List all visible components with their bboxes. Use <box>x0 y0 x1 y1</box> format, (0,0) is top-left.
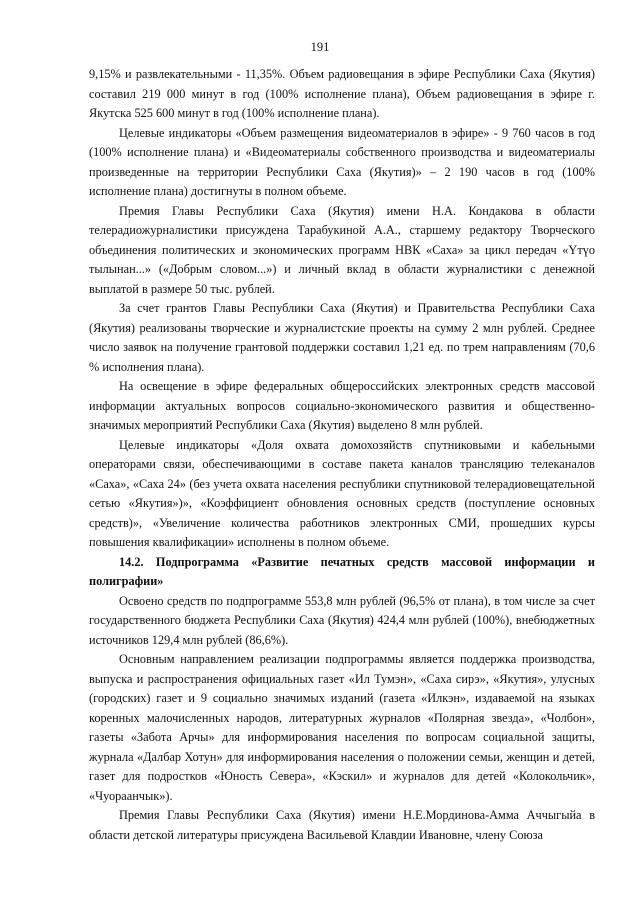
paragraph: Целевые индикаторы «Доля охвата домохозяйств спутниковыми и кабельными операторами связи, обеспечивающими в составе пакета каналов трансляцию телеканалов «Саха», «Саха 24» (без учета охвата населения республики спутниковой телерадиовещательной сетью «Якутия»)», «Коэффициент обновления основных средств (поступление основных средств)», «Увеличение количества работников электронных СМИ, прошедших курсы повышения квалификации» исполнены в полном объеме. <box>89 437 595 549</box>
paragraph: 9,15% и развлекательными - 11,35%. Объем радиовещания в эфире Республики Саха (Якутия) составил 219 000 минут в год (100% исполнение плана), Объем радиовещания в эфире г. Якутска 525 600 минут в год (100% исполнение плана). <box>89 67 595 120</box>
document-body <box>89 65 595 845</box>
paragraph: Освоено средств по подпрограмме 553,8 млн рублей (96,5% от плана), в том числе за счет государственного бюджета Республики Саха (Якутия) 424,4 млн рублей (100%), внебюджетных источников 129,4 млн рублей (86,6%). <box>89 593 595 647</box>
section-heading: 14.2. Подпрограмма «Развитие печатных средств массовой информации и полиграфии» <box>89 554 595 588</box>
paragraph: Основным направлением реализации подпрограммы является поддержка производства, выпуска и распространения официальных газет «Ил Тумэн», «Саха сирэ», «Якутия», улусных (городских) газет и 9 социально значимых изданий (газета «Илкэн», издаваемой на языках коренных малочисленных народов, литературных журналов «Полярная звезда», «Чолбон», газеты «Забота Арчы» для информирования населения по вопросам социальной защиты, журнала «Далбар Хотун» для информирования населения о положении семьи, женщин и детей, газет для подростков «Юность Севера», «Кэскил» и журналов для детей «Колокольчик», «Чуораанчык»). <box>89 652 595 803</box>
paragraph: Премия Главы Республики Саха (Якутия) имени Н.А. Кондакова в области телерадиожурналистики присуждена Тарабукиной А.А., старшему редактору Творческого объединения политических и экономических программ НВК «Саха» за цикл передач «Үтүо тылынан...» («Добрым словом...») и личный вклад в области журналистики с денежной выплатой в размере 50 тыс. рублей. <box>89 203 595 296</box>
paragraph: Целевые индикаторы «Объем размещения видеоматериалов в эфире» - 9 760 часов в год (100% исполнение плана) и «Видеоматериалы собственного производства и видеоматериалы произведенные на территории Республики Саха (Якутия)» – 2 190 часов в год (100% исполнение плана) достигнуты в полном объеме. <box>89 125 595 198</box>
page-number: 191 <box>310 40 330 54</box>
paragraph: На освещение в эфире федеральных общероссийских электронных средств массовой информации актуальных вопросов социально-экономического развития и общественно-значимых мероприятий Республики Саха (Якутия) выделено 8 млн рублей. <box>89 379 595 432</box>
paragraph: За счет грантов Главы Республики Саха (Якутия) и Правительства Республики Саха (Якутия) реализованы творческие и журналистские проекты на сумму 2 млн рублей. Среднее число заявок на получение грантовой поддержки составил 1,21 ед. по трем направлениям (70,6 % исполнения плана). <box>89 301 595 374</box>
paragraph: Премия Главы Республики Саха (Якутия) имени Н.Е.Мординова-Амма Аччыгыйа в области детской литературы присуждена Васильевой Клавдии Ивановне, члену Союза <box>89 808 595 842</box>
